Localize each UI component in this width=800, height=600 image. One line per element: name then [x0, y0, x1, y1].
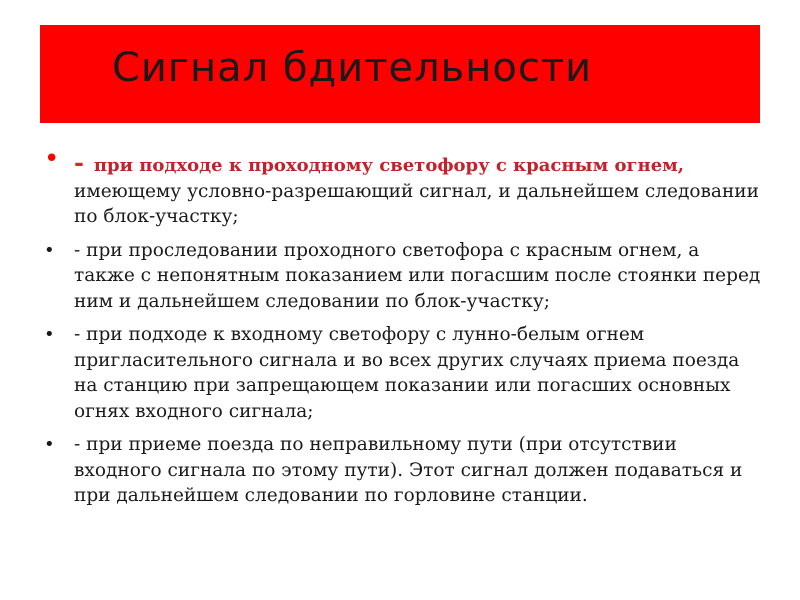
dash-marker: - — [74, 148, 84, 177]
item-text: - при подходе к входному светофору с лунно-белым огнем пригласительного сигнала и во всех других случаях приема поезда на станцию при запрещающем показании или погасших основных огнях входного сигнала; — [74, 324, 740, 422]
item-text: имеющему условно-разрешающий сигнал, и дальнейшем следовании по блок-участку; — [74, 180, 759, 227]
slide-title: Сигнал бдительности — [112, 45, 593, 91]
list-item — [44, 238, 764, 315]
bullet-icon: • — [44, 144, 60, 174]
list-item — [44, 322, 764, 424]
bullet-icon: • — [44, 239, 55, 261]
item-text: - при проследовании проходного светофора с красным огнем, а также с непонятным показанием или погасшим после стоянки перед ним и дальнейшем следовании по блок-участку; — [74, 239, 761, 312]
bullet-icon: • — [44, 324, 55, 345]
bullet-icon: • — [44, 434, 55, 455]
highlighted-text: при подходе к проходному светофору с красным огнем, — [93, 155, 685, 176]
title-banner — [40, 25, 760, 123]
list-item — [44, 144, 764, 230]
list-item — [44, 432, 764, 509]
bullet-list — [44, 144, 764, 517]
item-text: - при приеме поезда по неправильному пути (при отсутствии входного сигнала по этому пути). Этот сигнал должен подаваться и при дальнейшем следовании по горловине станции. — [74, 434, 743, 506]
